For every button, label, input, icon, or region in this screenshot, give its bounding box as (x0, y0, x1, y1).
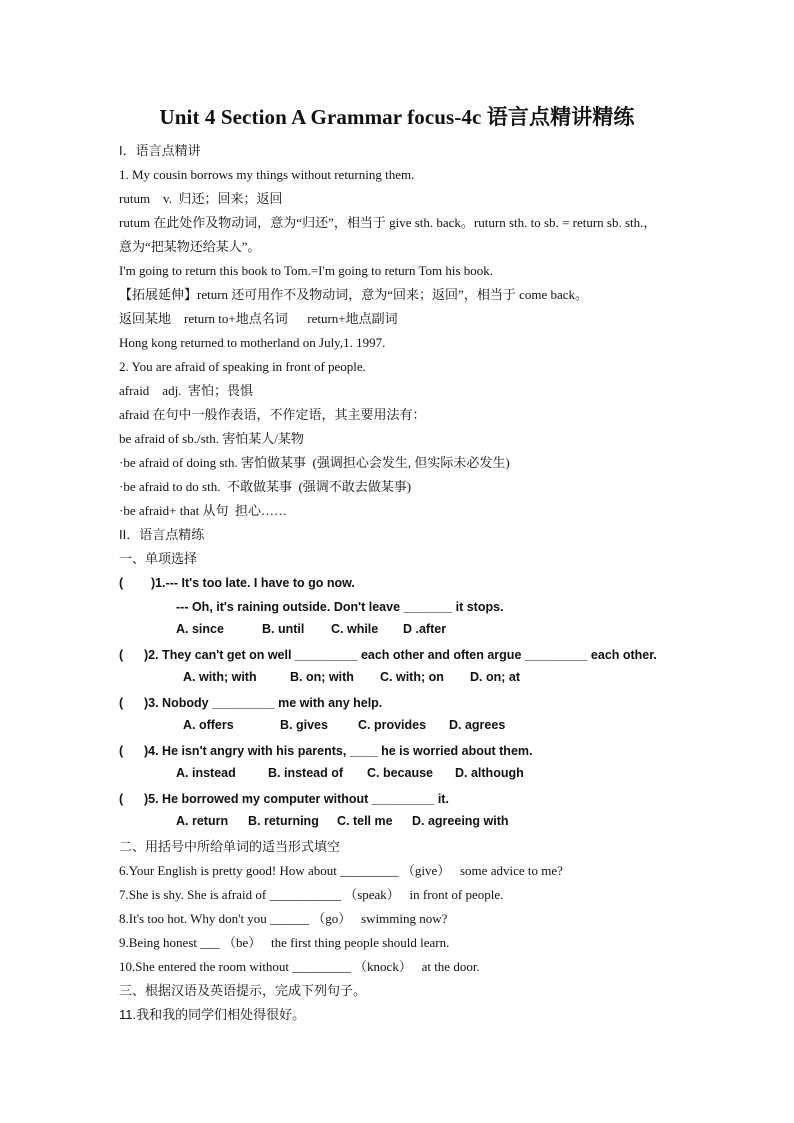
option-c: C. tell me (337, 814, 393, 828)
subsection-heading: 三、根据汉语及英语提示，完成下列句子。 (119, 983, 367, 998)
text-line: 【拓展延伸】return 还可用作不及物动词，意为“回来；返回”，相当于 come back。 (119, 287, 589, 302)
option-a: A. return (176, 814, 229, 828)
fill-in-question-10: 10.She entered the room without _________ （knock） at the door. (119, 959, 480, 974)
option-a: A. instead (176, 766, 236, 780)
translation-question-11: 11.我和我的同学们相处得很好。 (119, 1007, 306, 1022)
option-b: B. gives (280, 718, 328, 732)
question-1-line-2: --- Oh, it's raining outside. Don't leave _______ it stops. (176, 600, 504, 614)
text-line: be afraid of sb./sth. 害怕某人/某物 (119, 431, 304, 446)
text-line: ·be afraid+ that 从句 担心…… (119, 503, 287, 518)
option-a: A. offers (183, 718, 234, 732)
option-d: D. although (455, 766, 524, 780)
option-b: B. returning (248, 814, 319, 828)
text-line: rutum v. 归还；回来；返回 (119, 191, 283, 206)
fill-in-question-7: 7.She is shy. She is afraid of ___________ （speak） in front of people. (119, 887, 504, 902)
text-line: I'm going to return this book to Tom.=I'm going to return Tom his book. (119, 263, 494, 278)
option-c: C. because (367, 766, 434, 780)
question-1: ( )1.--- It's too late. I have to go now. (119, 576, 355, 590)
text-line: 意为“把某物还给某人”。 (119, 239, 261, 254)
fill-in-question-9: 9.Being honest ___ （be） the first thing people should learn. (119, 935, 450, 950)
section-heading-2: II．语言点精练 (119, 527, 205, 542)
option-b: B. instead of (268, 766, 344, 780)
text-line: ·be afraid of doing sth. 害怕做某事 (强调担心会发生, 但实际未必发生) (119, 455, 510, 470)
option-a: A. with; with (183, 670, 257, 684)
option-d: D. agreeing with (412, 814, 509, 828)
subsection-heading: 二、用括号中所给单词的适当形式填空 (119, 839, 341, 854)
fill-in-question-8: 8.It's too hot. Why don't you ______ （go） swimming now? (119, 911, 448, 926)
text-line: ·be afraid to do sth. 不敢做某事 (强调不敢去做某事) (119, 479, 412, 494)
option-b: B. on; with (290, 670, 354, 684)
subsection-heading: 一、单项选择 (119, 551, 198, 566)
option-d: D .after (403, 622, 447, 636)
option-d: D. agrees (449, 718, 506, 732)
text-line: 返回某地 return to+地点名词 return+地点副词 (119, 311, 398, 326)
option-b: B. until (262, 622, 305, 636)
option-c: C. provides (358, 718, 427, 732)
text-line: rutum 在此处作及物动词，意为“归还”，相当于 give sth. back。ruturn sth. to sb. = return sb. sth.， (119, 215, 657, 230)
text-line: afraid 在句中一般作表语，不作定语，其主要用法有： (119, 407, 426, 422)
option-c: C. while (331, 622, 379, 636)
question-2: ( )2. They can't get on well _________ each other and often argue _________ each other. (119, 648, 657, 662)
text-line: 2. You are afraid of speaking in front of people. (119, 359, 366, 374)
fill-in-question-6: 6.Your English is pretty good! How about _________ （give） some advice to me? (119, 863, 563, 878)
question-4: ( )4. He isn't angry with his parents, ____ he is worried about them. (119, 744, 533, 758)
option-d: D. on; at (470, 670, 520, 684)
text-line: 1. My cousin borrows my things without returning them. (119, 167, 415, 182)
option-c: C. with; on (380, 670, 444, 684)
text-line: Hong kong returned to motherland on July,1. 1997. (119, 335, 386, 350)
document-title: Unit 4 Section A Grammar focus-4c 语言点精讲精练 (159, 105, 635, 129)
option-a: A. since (176, 622, 224, 636)
question-5: ( )5. He borrowed my computer without _________ it. (119, 792, 449, 806)
question-3: ( )3. Nobody _________ me with any help. (119, 696, 383, 710)
text-line: afraid adj. 害怕；畏惧 (119, 383, 253, 398)
section-heading-1: I．语言点精讲 (119, 143, 201, 158)
